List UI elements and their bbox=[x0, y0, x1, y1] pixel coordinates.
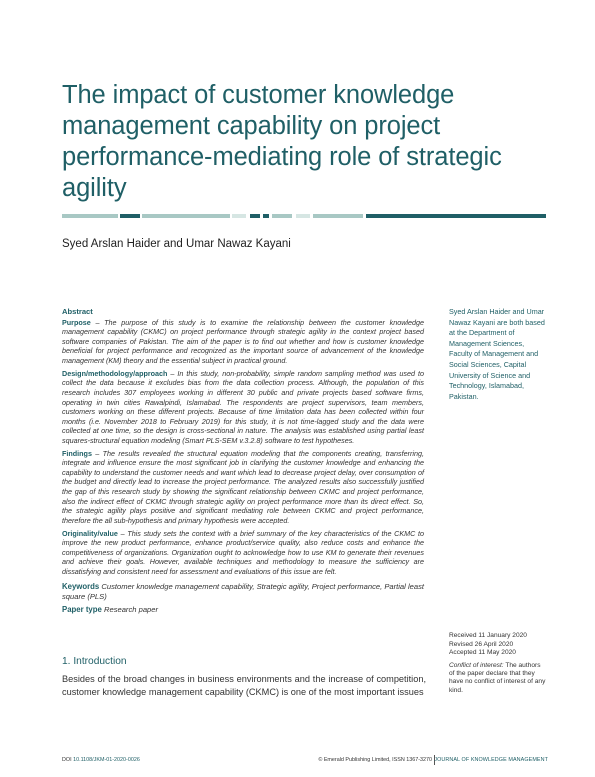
doi-label: DOI bbox=[62, 757, 74, 763]
author-list: Syed Arslan Haider and Umar Nawaz Kayani bbox=[62, 238, 291, 250]
conflict-statement bbox=[449, 662, 547, 695]
abstract-heading: Abstract bbox=[62, 307, 93, 316]
rule-segment bbox=[142, 214, 230, 218]
rule-segment bbox=[313, 214, 363, 218]
findings-text: – The results revealed the structural equation modeling that the components creating, transferring, integrate and influence ensure the most significant job in clarifying the customer knowledge and enhancing the capability to understand the customer needs and want which lead to decrease project delay, over consumption of the budget and directly lead to increase the project performance. The analyzed results also successfully justified the gap of this research study by showing the significant relationship between CKMC and project performance, also the indirect effect of CKMC through strategic agility on project performance more than its direct effect. So, the strategic agility plays positive and significant mediating role between CKMC and project performance, therefore the all sub-hypothesis and primary hypothesis were accepted. bbox=[62, 448, 424, 525]
doi bbox=[62, 757, 140, 763]
abstract-design bbox=[62, 369, 424, 446]
rule-segment bbox=[296, 214, 310, 218]
papertype-text: Research paper bbox=[101, 604, 159, 614]
rule-segment bbox=[120, 214, 140, 218]
design-label: Design/methodology/approach bbox=[62, 368, 168, 378]
abstract-findings bbox=[62, 449, 424, 526]
conflict-text: The authors of the paper declare that they have no conflict of interest of any kind. bbox=[449, 662, 546, 694]
abstract bbox=[62, 307, 424, 618]
abstract-originality bbox=[62, 529, 424, 577]
rule-segment bbox=[250, 214, 260, 218]
abstract-paper-type bbox=[62, 605, 424, 615]
rule-segment bbox=[263, 214, 269, 218]
author-affiliation: Syed Arslan Haider and Umar Nawaz Kayani are both based at the Department of Management Sciences, Faculty of Management and Social Sciences, Capital University of Science and Technology, Islamabad, Pakistan. bbox=[449, 307, 545, 401]
abstract-keywords bbox=[62, 582, 424, 602]
doi-link[interactable]: 10.1108/JKM-01-2020-0026 bbox=[73, 757, 140, 763]
conflict-label: Conflict of interest: bbox=[449, 662, 504, 669]
rule-segment bbox=[272, 214, 292, 218]
rule-segment bbox=[232, 214, 246, 218]
section-heading: 1. Introduction bbox=[62, 656, 127, 667]
papertype-label: Paper type bbox=[62, 604, 102, 614]
article-dates bbox=[449, 632, 549, 658]
accepted-date: Accepted 11 May 2020 bbox=[449, 649, 516, 657]
section-body: Besides of the broad changes in business environments and the increase of competition, customer knowledge management capability (CKMC) is one of the most important issues bbox=[62, 674, 426, 698]
article-title: The impact of customer knowledge management capability on project performance-mediating role of strategic agility bbox=[62, 81, 502, 202]
rule-segment bbox=[62, 214, 118, 218]
journal-name: JOURNAL OF KNOWLEDGE MANAGEMENT bbox=[434, 757, 548, 763]
revised-date: Revised 26 April 2020 bbox=[449, 640, 514, 648]
publisher-info: © Emerald Publishing Limited, ISSN 1367-3270 bbox=[318, 757, 432, 763]
received-date: Received 11 January 2020 bbox=[449, 632, 527, 639]
keywords-text: Customer knowledge management capability, Strategic agility, Project performance, Partial least square (PLS) bbox=[62, 581, 424, 601]
findings-label: Findings bbox=[62, 448, 92, 458]
purpose-label: Purpose bbox=[62, 317, 91, 327]
design-text: – In this study, non-probability, simple random sampling method was used to collect the data because it excludes bias from the data collection process. Although, the population of this research includes 307 employees working in different 30 public and private projects based software firms, operating in twin cities Rawalpindi, Islamabad. The respondents are project supervisors, team members, customers working on these different projects. Because of time limitation data has been collected within four months (i.e. November 2018 to February 2019) for this study, it is not time-lagged study and the data were collected at one time, so the design is cross-sectional in nature. The analysis was established using partial least squares-structural equation modeling (Smart PLS-SEM v.3.2.8) software to test hypotheses. bbox=[62, 368, 424, 445]
page-footer bbox=[62, 755, 548, 767]
originality-text: – This study sets the context with a brief summary of the key characteristics of the CKMC to improve the new product performance, enhance product/service quality, also reduce costs and enhance the competitiveness of organizations. Organization ought to acknowledge how to use KM to generate their revenues and achieve their goals. However, available techniques and methodology to measure the sufficiency are dissatisfying and consistent need for assessment and evaluations of this issue are felt. bbox=[62, 528, 424, 576]
abstract-purpose bbox=[62, 318, 424, 366]
keywords-label: Keywords bbox=[62, 581, 100, 591]
rule-segment bbox=[366, 214, 546, 218]
purpose-text: – The purpose of this study is to examine the relationship between the customer knowledge management capability (CKMC) on project performance through strategic agility in the context project based software companies of Pakistan. The aim of the paper is to find out whether and how is customer knowledge beneficial for project performance and recognized as the important source of advancement of the knowledge management (KM) theory and the essential subject in practical ground. bbox=[62, 317, 424, 365]
originality-label: Originality/value bbox=[62, 528, 118, 538]
